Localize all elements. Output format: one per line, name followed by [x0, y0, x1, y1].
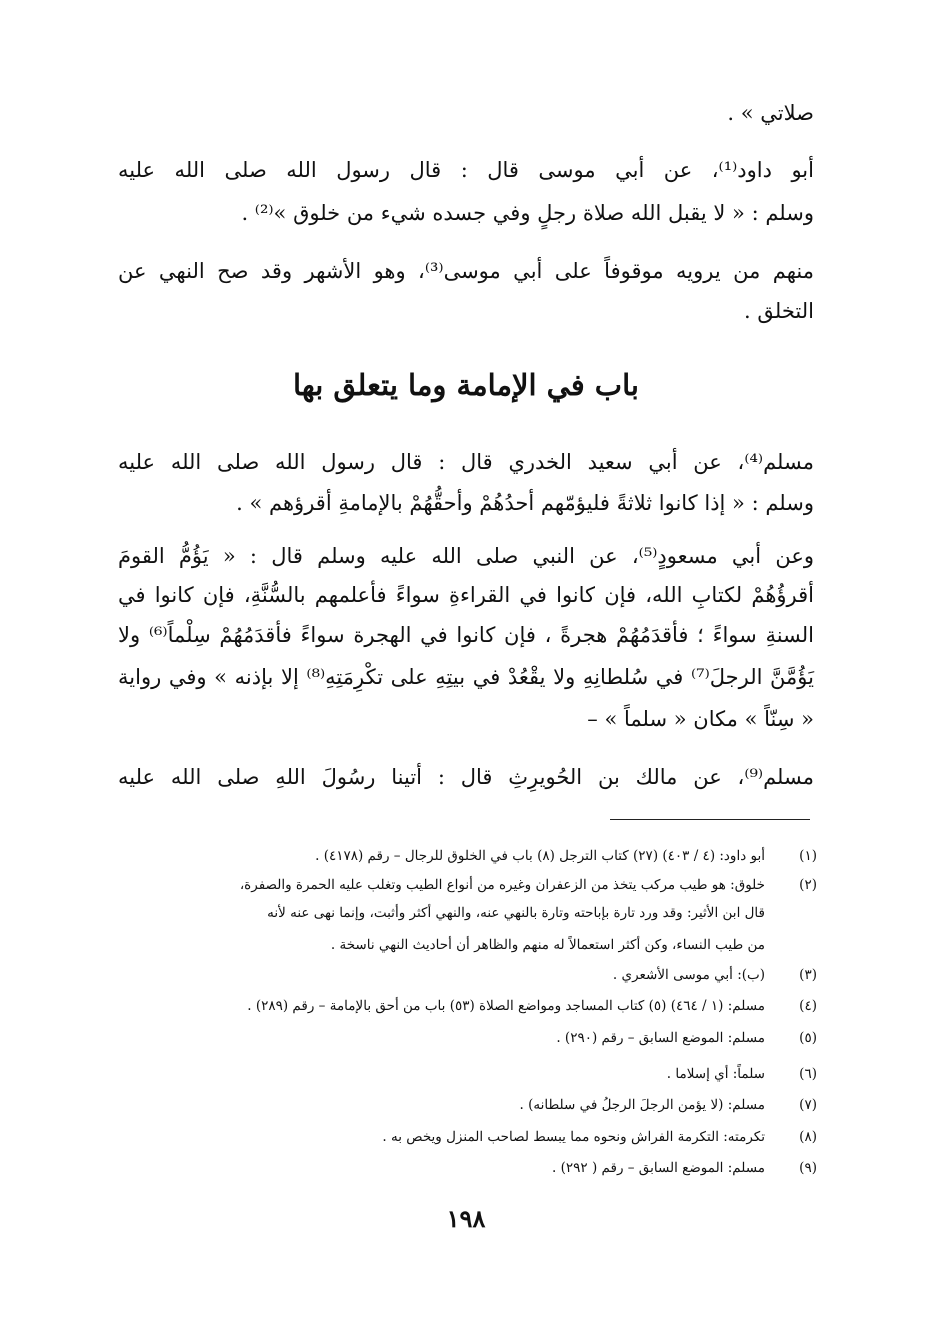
body-line: منهم من يرويه موقوفاً على أبي موسى⁽³⁾، وهو الأشهر وقد صح النهي عن [118, 259, 814, 283]
footnote-number: (٧) [799, 1097, 817, 1113]
footnote-text: أبو داود: (٤ / ٤٠٣) (٢٧) كتاب الترجل (٨) باب في الخلوق للرجال – رقم (٤١٧٨) . [315, 848, 765, 864]
footnote-text: مسلم: الموضع السابق – رقم (٢٩٠) . [556, 1030, 765, 1046]
body-line: مسلم⁽⁹⁾، عن مالك بن الحُويرِثِ قال : أتينا رسُولَ اللهِ صلى الله عليه [118, 765, 814, 789]
body-line: صلاتي » . [727, 101, 814, 125]
section-heading: باب في الإمامة وما يتعلق بها [292, 368, 640, 402]
footnote-number: (٦) [799, 1066, 817, 1082]
footnote-text: مسلم: (لا يؤمن الرجلَ الرجلُ في سلطانه) . [519, 1097, 765, 1113]
body-line: « سِنّاً » مكان « سلماً » – [587, 707, 814, 731]
body-line: السنةِ سواءً ؛ فأقدَمُهُمْ هجرةً ، فإن كانوا في الهجرة سواءً فأقدَمُهُمْ سِلْماً⁽⁶⁾ ولا [118, 623, 815, 647]
footnote-text: سلماً: أي إسلاما . [666, 1066, 765, 1082]
page-number: ١٩٨ [446, 1204, 486, 1233]
footnote-number: (٥) [799, 1030, 817, 1046]
body-line: وعن أبي مسعودٍ⁽⁵⁾، عن النبي صلى الله عليه وسلم قال : « يَؤُمُّ القومَ [118, 544, 814, 568]
footnote-text: مسلم: الموضع السابق – رقم ( ٢٩٢) . [552, 1160, 765, 1176]
footnote-number: (٣) [799, 967, 817, 983]
footnote-number: (٨) [799, 1129, 817, 1145]
footnote-continuation: من طيب النساء، وكن أكثر استعمالاً له منهم والظاهر أن أحاديث النهي ناسخة . [330, 937, 765, 953]
body-line: وسلم : « إذا كانوا ثلاثةً فليؤمّهم أحدُهُمْ وأحقُّهُمْ بالإمامةِ أقرؤهم » . [236, 491, 814, 515]
footnote-text: (ب): أبي موسى الأشعري . [612, 967, 765, 983]
footnote-number: (٢) [799, 877, 817, 893]
body-line: أبو داود⁽¹⁾، عن أبي موسى قال : قال رسول الله صلى الله عليه [118, 158, 814, 182]
body-line: وسلم : « لا يقبل الله صلاة رجلٍ وفي جسده شيء من خلوق »⁽²⁾ . [241, 201, 814, 225]
body-line: التخلق . [744, 299, 814, 323]
footnote-number: (٤) [799, 998, 817, 1014]
footnote-separator [610, 819, 810, 820]
footnote-number: (٩) [799, 1160, 817, 1176]
body-line: أقرؤُهُمْ لكتابِ الله، فإن كانوا في القراءةِ سواءً فأعلمهم بالسُّنَّةِ، فإن كانوا في [118, 583, 814, 607]
footnote-text: خلوق: هو طيب مركب يتخذ من الزعفران وغيره من أنواع الطيب وتغلب عليه الحمرة والصفرة، [239, 877, 765, 893]
footnote-text: تكرمته: التكرمة الفراش ونحوه مما يبسط لصاحب المنزل ويخص به . [382, 1129, 765, 1145]
footnote-text: مسلم: (١ / ٤٦٤) (٥) كتاب المساجد ومواضع الصلاة (٥٣) باب من أحق بالإمامة – رقم (٢٨٩) . [247, 998, 765, 1014]
footnote-continuation: قال ابن الأثير: وقد ورد تارة بإباحته وتارة بالنهي عنه، والنهي أكثر وأثبت، وإنما نهى عنه لأنه [267, 905, 765, 921]
body-line: يَؤُمَّنَّ الرجلَ⁽⁷⁾ في سُلطانِهِ ولا يقْعُدْ في بيتِهِ على تكْرِمَتِهِ⁽⁸⁾ إلا بإذنه » وفي رواية [118, 665, 814, 689]
footnote-number: (١) [799, 848, 817, 864]
body-line: مسلم⁽⁴⁾، عن أبي سعيد الخدري قال : قال رسول الله صلى الله عليه [118, 450, 814, 474]
